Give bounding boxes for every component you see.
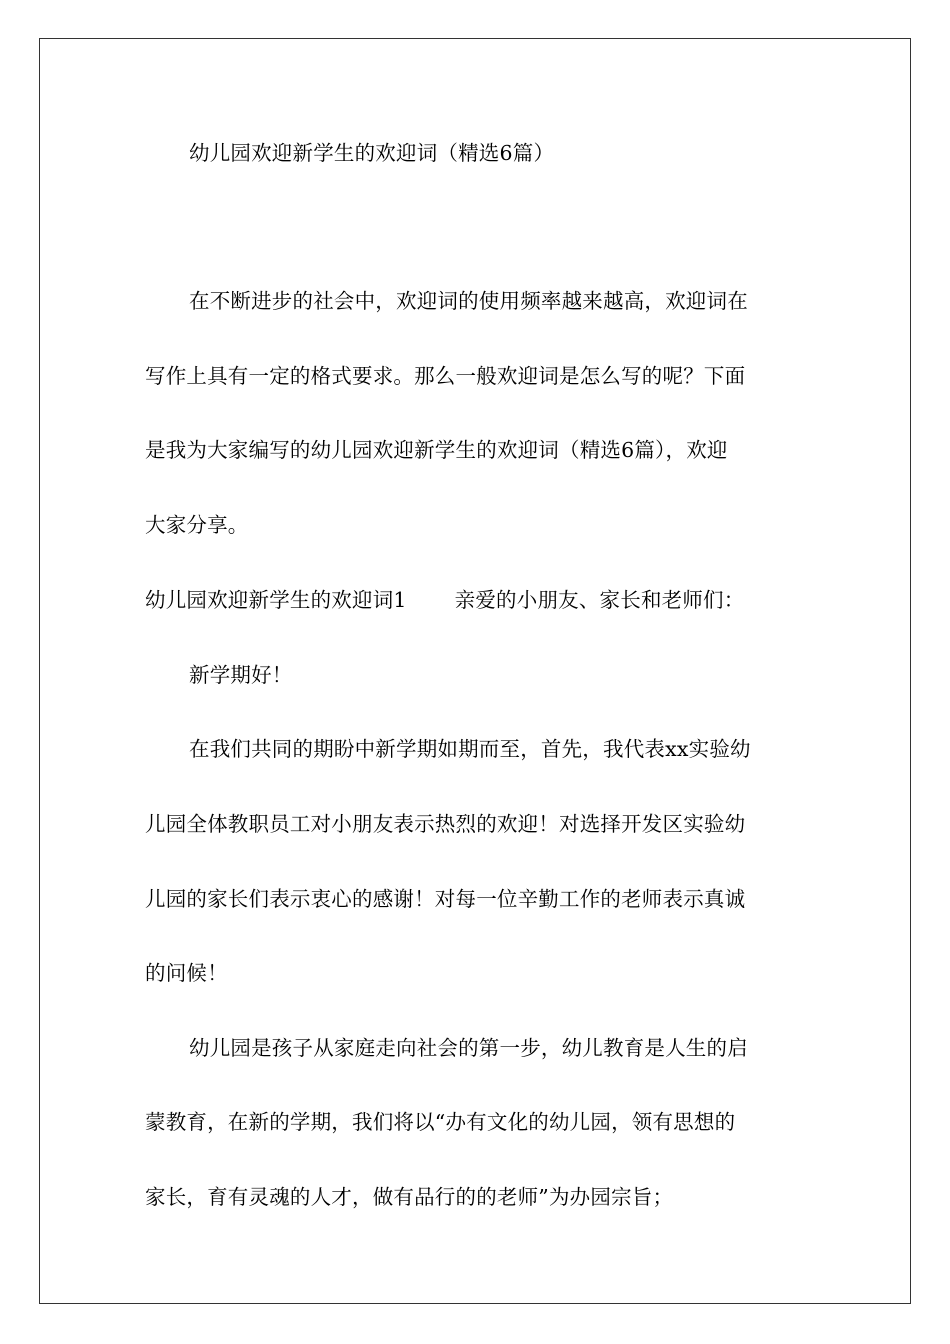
para2-line-1: 幼儿园是孩子从家庭走向社会的第一步，幼儿教育是人生的启: [189, 1036, 748, 1060]
section-1-line: [145, 586, 744, 614]
para2-line-3: 家长，育有灵魂的人才，做有品行的的老师”为办园宗旨；: [145, 1185, 674, 1209]
document-title: 幼儿园欢迎新学生的欢迎词（精选6篇）: [189, 141, 555, 165]
para1-line-2: 儿园全体教职员工对小朋友表示热烈的欢迎！对选择开发区实验幼: [145, 812, 746, 836]
intro-line-3: 是我为大家编写的幼儿园欢迎新学生的欢迎词（精选6篇），欢迎: [145, 438, 728, 462]
para2-line-2: 蒙教育，在新的学期，我们将以“办有文化的幼儿园，领有思想的: [145, 1110, 736, 1134]
section-1-heading: 幼儿园欢迎新学生的欢迎词1: [145, 588, 407, 612]
para1-line-1: 在我们共同的期盼中新学期如期而至，首先，我代表xx实验幼: [189, 737, 751, 761]
intro-line-2: 写作上具有一定的格式要求。那么一般欢迎词是怎么写的呢？下面: [145, 364, 746, 388]
intro-line-1: 在不断进步的社会中，欢迎词的使用频率越来越高，欢迎词在: [189, 289, 748, 313]
section-1-salutation: 亲爱的小朋友、家长和老师们：: [454, 588, 745, 612]
greeting: 新学期好！: [189, 663, 293, 687]
intro-line-4: 大家分享。: [145, 513, 249, 537]
para1-line-3: 儿园的家长们表示衷心的感谢！对每一位辛勤工作的老师表示真诚: [145, 887, 746, 911]
para1-line-4: 的问候！: [145, 961, 228, 985]
